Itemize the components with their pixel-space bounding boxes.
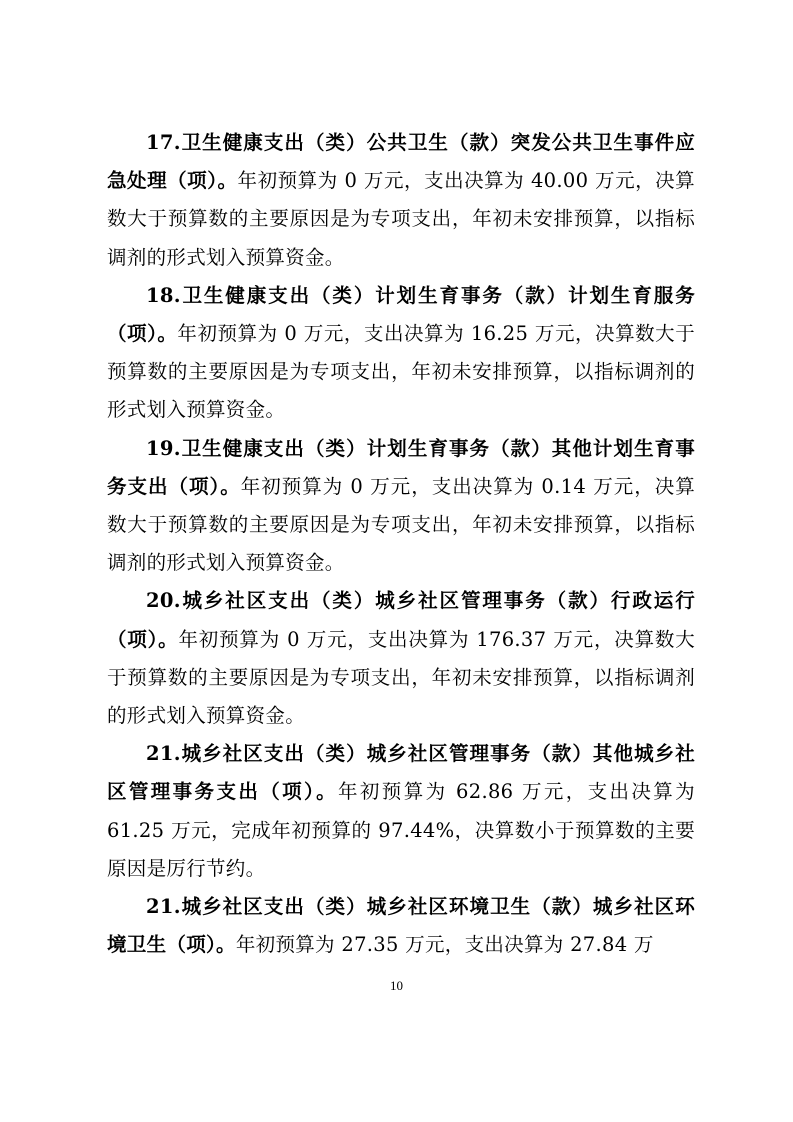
paragraph-heading: 18.卫生健康支出（类）计划生育事务（款）计划生育服务（项）。 (107, 283, 695, 346)
body-text (107, 124, 695, 964)
paragraph-body: 年初预算为 0 万元，支出决算为 0.14 万元，决算数大于预算数的主要原因是为专项支出，年初未安排预算，以指标调剂的形式划入预算资金。 (107, 474, 696, 575)
paragraph-body: 年初预算为 0 万元，支出决算为 40.00 万元，决算数大于预算数的主要原因是为专项支出，年初未安排预算，以指标调剂的形式划入预算资金。 (107, 169, 695, 269)
paragraph-item-18 (107, 277, 695, 430)
paragraph-item-20 (107, 582, 695, 735)
paragraph-body: 年初预算为 0 万元，支出决算为 16.25 万元，决算数大于预算数的主要原因是为专项支出，年初未安排预算，以指标调剂的形式划入预算资金。 (107, 322, 696, 422)
paragraph-body: 年初预算为 0 万元，支出决算为 176.37 万元，决算数大于预算数的主要原因是为专项支出，年初未安排预算，以指标调剂的形式划入预算资金。 (107, 627, 695, 728)
paragraph-item-21a (107, 735, 695, 888)
paragraph-heading: 21.城乡社区支出（类）城乡社区环境卫生（款）城乡社区环境卫生（项）。 (107, 895, 695, 957)
paragraph-heading: 20.城乡社区支出（类）城乡社区管理事务（款）行政运行（项）。 (107, 589, 695, 651)
paragraph-item-17 (107, 124, 695, 277)
paragraph-body: 年初预算为 27.35 万元，支出决算为 27.84 万 (235, 933, 654, 957)
paragraph-item-19 (107, 430, 695, 583)
paragraph-heading: 21.城乡社区支出（类）城乡社区管理事务（款）其他城乡社区管理事务支出（项）。 (107, 742, 695, 804)
page-number: 10 (390, 978, 403, 993)
paragraph-heading: 19.卫生健康支出（类）计划生育事务（款）其他计划生育事务支出（项）。 (107, 436, 695, 498)
paragraph-heading: 17.卫生健康支出（类）公共卫生（款）突发公共卫生事件应急处理（项）。 (107, 131, 695, 193)
paragraph-item-21b (107, 888, 695, 964)
paragraph-body: 年初预算为 62.86 万元，支出决算为 61.25 万元，完成年初预算的 97.44%，决算数小于预算数的主要原因是厉行节约。 (107, 780, 695, 880)
